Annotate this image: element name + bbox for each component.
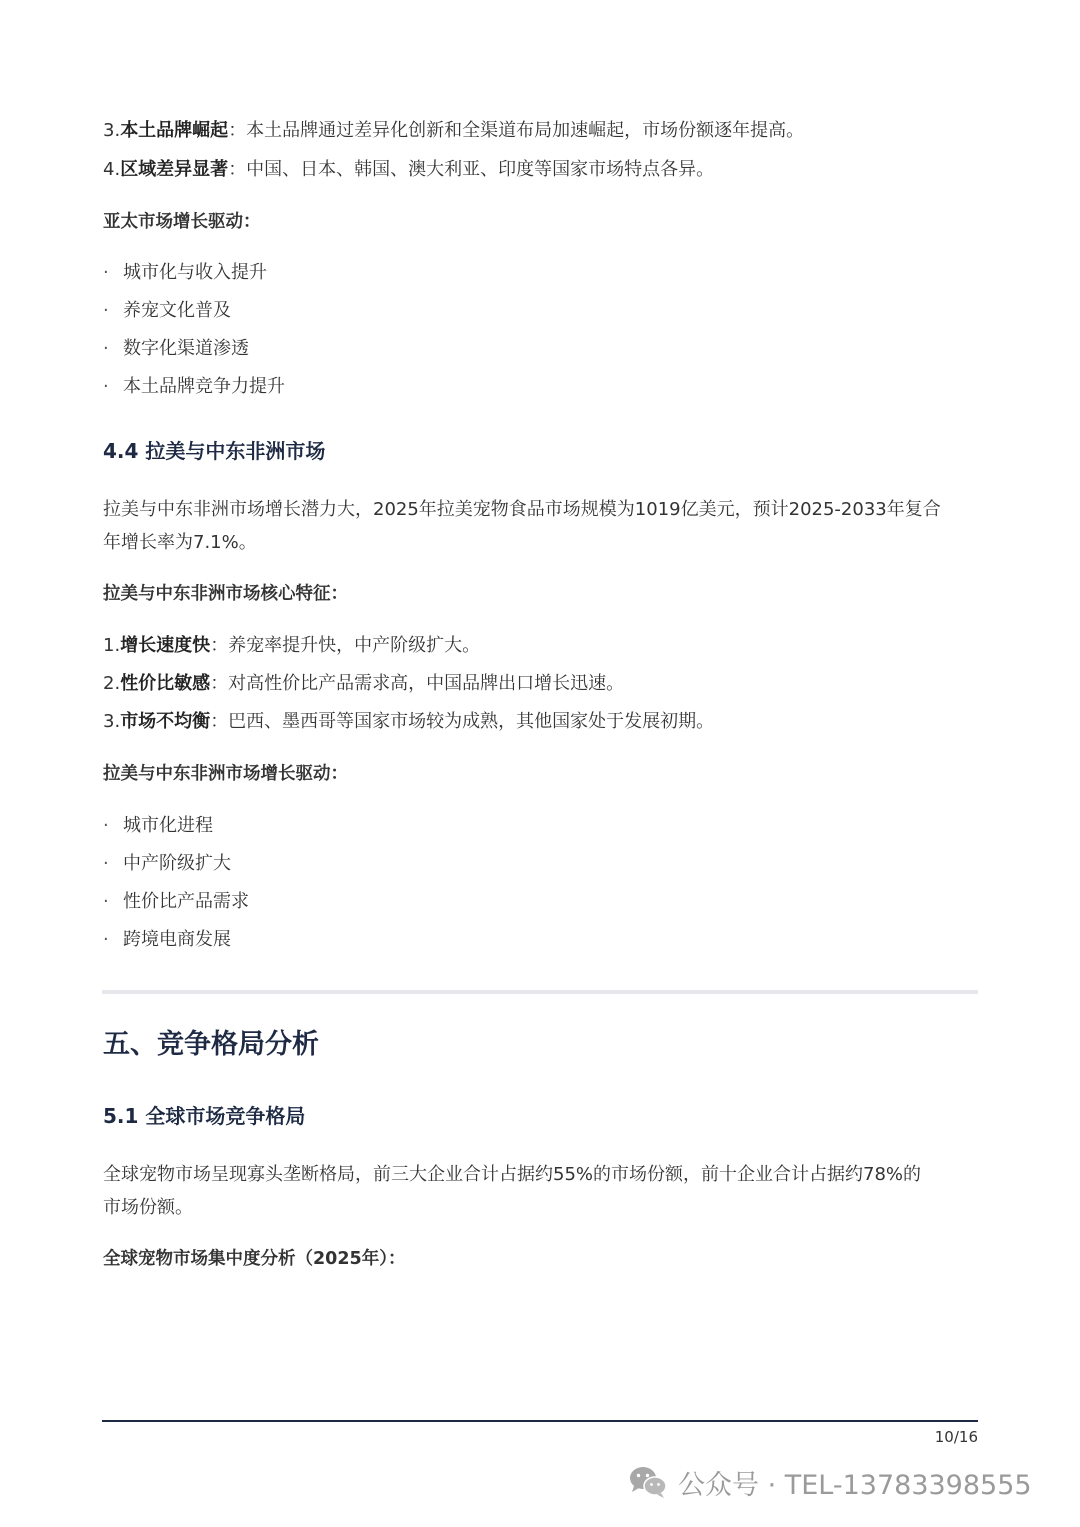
bullet-icon: ·	[103, 262, 109, 283]
list-text: 数字化渠道渗透	[123, 338, 249, 359]
list-term: 区域差异显著	[120, 159, 229, 180]
core-features-heading: 拉美与中东非洲市场核心特征：	[103, 584, 348, 604]
list-item	[103, 889, 249, 915]
bullet-icon: ·	[103, 338, 109, 359]
bullet-icon: ·	[103, 300, 109, 321]
list-item	[103, 633, 480, 659]
list-text: 中产阶级扩大	[123, 853, 231, 874]
list-text: 城市化与收入提升	[123, 262, 267, 283]
list-number: 2.	[103, 673, 121, 694]
list-text: ：中国、日本、韩国、澳大利亚、印度等国家市场特点各异。	[228, 159, 715, 180]
list-text: 本土品牌竞争力提升	[123, 376, 285, 397]
section-4-4-paragraph	[103, 493, 983, 559]
list-number: 3.	[103, 120, 121, 141]
list-item	[103, 260, 267, 286]
paragraph-line: 年增长率为7.1%。	[103, 532, 257, 553]
list-text: ：本土品牌通过差异化创新和全渠道布局加速崛起，市场份额逐年提高。	[228, 120, 805, 141]
watermark	[628, 1462, 1032, 1502]
list-item	[103, 118, 804, 144]
section-title-4-4: 4.4 拉美与中东非洲市场	[103, 439, 326, 463]
wechat-icon	[628, 1464, 668, 1500]
list-item	[103, 671, 624, 697]
list-number: 3.	[103, 711, 121, 732]
list-text: 跨境电商发展	[123, 929, 231, 950]
list-term: 市场不均衡	[120, 711, 211, 732]
list-text: 养宠文化普及	[123, 300, 231, 321]
section-5-1-paragraph	[103, 1158, 983, 1224]
page-number: 10/16	[934, 1428, 978, 1446]
footer-divider	[102, 1420, 978, 1422]
paragraph-line: 市场份额。	[103, 1197, 193, 1218]
concentration-heading: 全球宠物市场集中度分析（2025年）：	[103, 1249, 406, 1269]
list-text: ：养宠率提升快，中产阶级扩大。	[210, 635, 481, 656]
list-item	[103, 813, 213, 839]
paragraph-line: 拉美与中东非洲市场增长潜力大，2025年拉美宠物食品市场规模为1019亿美元，预计2025-2033年复合	[103, 499, 941, 520]
list-text: ：巴西、墨西哥等国家市场较为成熟，其他国家处于发展初期。	[210, 711, 715, 732]
bullet-icon: ·	[103, 891, 109, 912]
list-item	[103, 374, 285, 400]
bullet-icon: ·	[103, 929, 109, 950]
section-divider	[102, 990, 978, 994]
list-item	[103, 298, 231, 324]
list-item	[103, 336, 249, 362]
asia-drivers-heading: 亚太市场增长驱动：	[103, 212, 261, 232]
growth-drivers-heading: 拉美与中东非洲市场增长驱动：	[103, 764, 348, 784]
bullet-icon: ·	[103, 815, 109, 836]
list-item	[103, 851, 231, 877]
bullet-icon: ·	[103, 376, 109, 397]
list-term: 性价比敏感	[120, 673, 211, 694]
list-text: 性价比产品需求	[123, 891, 249, 912]
paragraph-line: 全球宠物市场呈现寡头垄断格局，前三大企业合计占据约55%的市场份额，前十企业合计占据约78%的	[103, 1164, 922, 1185]
list-item	[103, 709, 714, 735]
bullet-icon: ·	[103, 853, 109, 874]
list-item	[103, 157, 714, 183]
section-title-5-1: 5.1 全球市场竞争格局	[103, 1104, 306, 1128]
chapter-title-5: 五、竞争格局分析	[103, 1029, 319, 1060]
list-text: 城市化进程	[123, 815, 213, 836]
watermark-text: 公众号 · TEL-13783398555	[678, 1469, 1032, 1501]
list-text: ：对高性价比产品需求高，中国品牌出口增长迅速。	[210, 673, 625, 694]
list-item	[103, 927, 231, 953]
list-number: 1.	[103, 635, 121, 656]
list-term: 本土品牌崛起	[120, 120, 229, 141]
list-term: 增长速度快	[120, 635, 211, 656]
list-number: 4.	[103, 159, 121, 180]
